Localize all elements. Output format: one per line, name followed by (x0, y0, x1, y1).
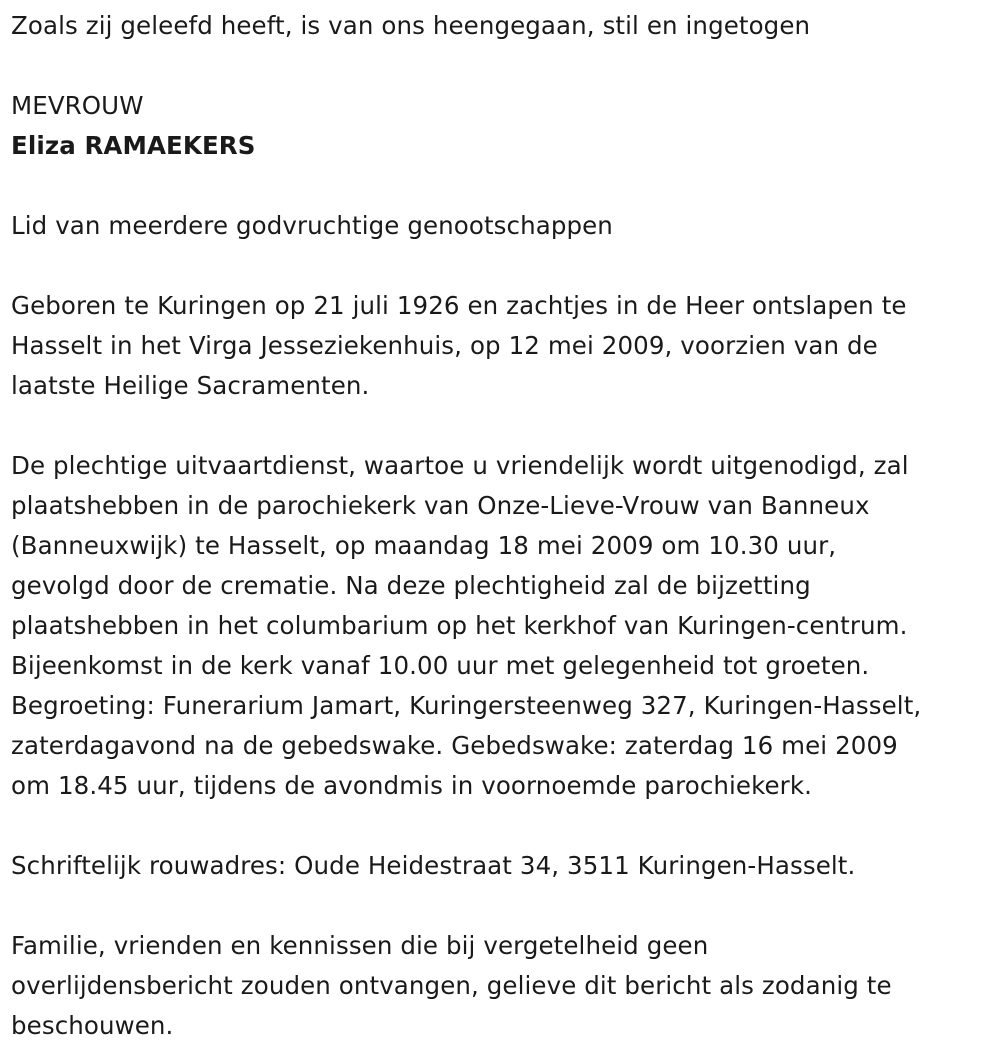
paragraph-line: beschouwen. (11, 1011, 174, 1040)
paragraph-line: Familie, vrienden en kennissen die bij vergetelheid geen (11, 931, 709, 960)
service-paragraph (11, 446, 996, 806)
paragraph-line: laatste Heilige Sacramenten. (11, 371, 370, 400)
paragraph-line: plaatshebben in de parochiekerk van Onze-Lieve-Vrouw van Banneux (11, 491, 870, 520)
deceased-name: Eliza RAMAEKERS (11, 131, 256, 160)
paragraph-line: zaterdagavond na de gebedswake. Gebedswake: zaterdag 16 mei 2009 (11, 731, 898, 760)
paragraph-line: gevolgd door de crematie. Na deze plechtigheid zal de bijzetting (11, 571, 811, 600)
paragraph-line: plaatshebben in het columbarium op het kerkhof van Kuringen-centrum. (11, 611, 908, 640)
paragraph-line: om 18.45 uur, tijdens de avondmis in voornoemde parochiekerk. (11, 771, 813, 800)
paragraph-line: overlijdensbericht zouden ontvangen, gelieve dit bericht als zodanig te (11, 971, 892, 1000)
paragraph-line: Hasselt in het Virga Jesseziekenhuis, op 12 mei 2009, voorzien van de (11, 331, 878, 360)
paragraph-line: Bijeenkomst in de kerk vanaf 10.00 uur met gelegenheid tot groeten. (11, 651, 870, 680)
paragraph-line: Geboren te Kuringen op 21 juli 1926 en zachtjes in de Heer ontslapen te (11, 291, 907, 320)
paragraph-line: De plechtige uitvaartdienst, waartoe u vriendelijk wordt uitgenodigd, zal (11, 451, 909, 480)
intro-line: Zoals zij geleefd heeft, is van ons heengegaan, stil en ingetogen (11, 11, 811, 40)
paragraph-line: Begroeting: Funerarium Jamart, Kuringersteenweg 327, Kuringen-Hasselt, (11, 691, 922, 720)
address-line: Schriftelijk rouwadres: Oude Heidestraat 34, 3511 Kuringen-Hasselt. (11, 851, 856, 880)
membership-line: Lid van meerdere godvruchtige genootschappen (11, 211, 613, 240)
title-line: MEVROUW (11, 91, 144, 120)
obituary-notice (11, 6, 996, 1046)
paragraph-line: (Banneuxwijk) te Hasselt, op maandag 18 mei 2009 om 10.30 uur, (11, 531, 837, 560)
birth-paragraph (11, 286, 996, 406)
closing-paragraph (11, 926, 996, 1046)
